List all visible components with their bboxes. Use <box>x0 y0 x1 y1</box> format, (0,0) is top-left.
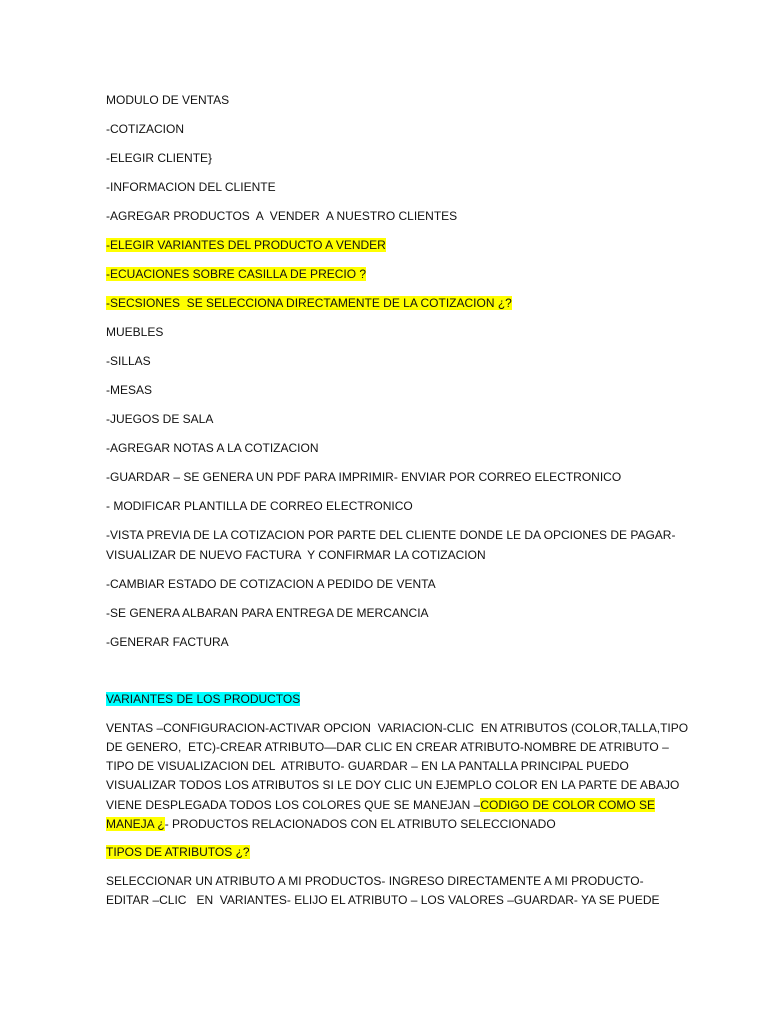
highlighted-text: -ECUACIONES SOBRE CASILLA DE PRECIO ? <box>106 267 367 281</box>
list-item: - MODIFICAR PLANTILLA DE CORREO ELECTRONICO <box>106 499 413 513</box>
highlighted-text: TIPOS DE ATRIBUTOS ¿? <box>106 845 250 859</box>
list-item: VISUALIZAR DE NUEVO FACTURA Y CONFIRMAR LA COTIZACION <box>106 548 486 562</box>
list-item: -INFORMACION DEL CLIENTE <box>106 180 276 194</box>
list-item: -GUARDAR – SE GENERA UN PDF PARA IMPRIMIR- ENVIAR POR CORREO ELECTRONICO <box>106 470 622 484</box>
highlighted-text: MANEJA ¿ <box>106 817 165 831</box>
list-item-highlighted <box>106 266 366 283</box>
paragraph-line <box>106 797 655 814</box>
list-item: -COTIZACION <box>106 122 184 136</box>
list-item: -SE GENERA ALBARAN PARA ENTREGA DE MERCANCIA <box>106 606 429 620</box>
list-item: MUEBLES <box>106 325 164 339</box>
paragraph-line: TIPO DE VISUALIZACION DEL ATRIBUTO- GUARDAR – EN LA PANTALLA PRINCIPAL PUEDO <box>106 759 629 773</box>
list-item: -SILLAS <box>106 354 151 368</box>
paragraph-line <box>106 816 556 833</box>
list-item: -GENERAR FACTURA <box>106 635 229 649</box>
list-item: -CAMBIAR ESTADO DE COTIZACION A PEDIDO DE VENTA <box>106 577 436 591</box>
highlighted-text: VARIANTES DE LOS PRODUCTOS <box>106 692 301 706</box>
list-item: -MESAS <box>106 383 153 397</box>
list-item: -AGREGAR PRODUCTOS A VENDER A NUESTRO CLIENTES <box>106 209 458 223</box>
paragraph-line: EDITAR –CLIC EN VARIANTES- ELIJO EL ATRIBUTO – LOS VALORES –GUARDAR- YA SE PUEDE <box>106 893 660 907</box>
list-item: -ELEGIR CLIENTE} <box>106 151 213 165</box>
paragraph-text: VIENE DESPLEGADA TODOS LOS COLORES QUE SE MANEJAN – <box>106 798 481 812</box>
paragraph-line: SELECCIONAR UN ATRIBUTO A MI PRODUCTOS- INGRESO DIRECTAMENTE A MI PRODUCTO- <box>106 874 644 888</box>
list-item: -JUEGOS DE SALA <box>106 412 214 426</box>
highlighted-text: -SECSIONES SE SELECCIONA DIRECTAMENTE DE LA COTIZACION ¿? <box>106 296 512 310</box>
highlighted-text: CODIGO DE COLOR COMO SE <box>480 798 656 812</box>
list-item: -AGREGAR NOTAS A LA COTIZACION <box>106 441 319 455</box>
section-heading-variantes <box>106 691 300 708</box>
highlighted-text: -ELEGIR VARIANTES DEL PRODUCTO A VENDER <box>106 238 386 252</box>
document-title: MODULO DE VENTAS <box>106 93 230 107</box>
paragraph-text: - PRODUCTOS RELACIONADOS CON EL ATRIBUTO SELECCIONADO <box>164 817 556 831</box>
section-heading-tipos <box>106 844 250 861</box>
paragraph-line: VENTAS –CONFIGURACION-ACTIVAR OPCION VARIACION-CLIC EN ATRIBUTOS (COLOR,TALLA,TIPO <box>106 721 689 735</box>
paragraph-line: DE GENERO, ETC)-CREAR ATRIBUTO—DAR CLIC EN CREAR ATRIBUTO-NOMBRE DE ATRIBUTO – <box>106 740 669 754</box>
list-item-highlighted <box>106 237 386 254</box>
list-item-highlighted <box>106 295 512 312</box>
list-item: -VISTA PREVIA DE LA COTIZACION POR PARTE DEL CLIENTE DONDE LE DA OPCIONES DE PAGAR- <box>106 528 676 542</box>
paragraph-line: VISUALIZAR TODOS LOS ATRIBUTOS SI LE DOY CLIC UN EJEMPLO COLOR EN LA PARTE DE ABAJO <box>106 778 680 792</box>
